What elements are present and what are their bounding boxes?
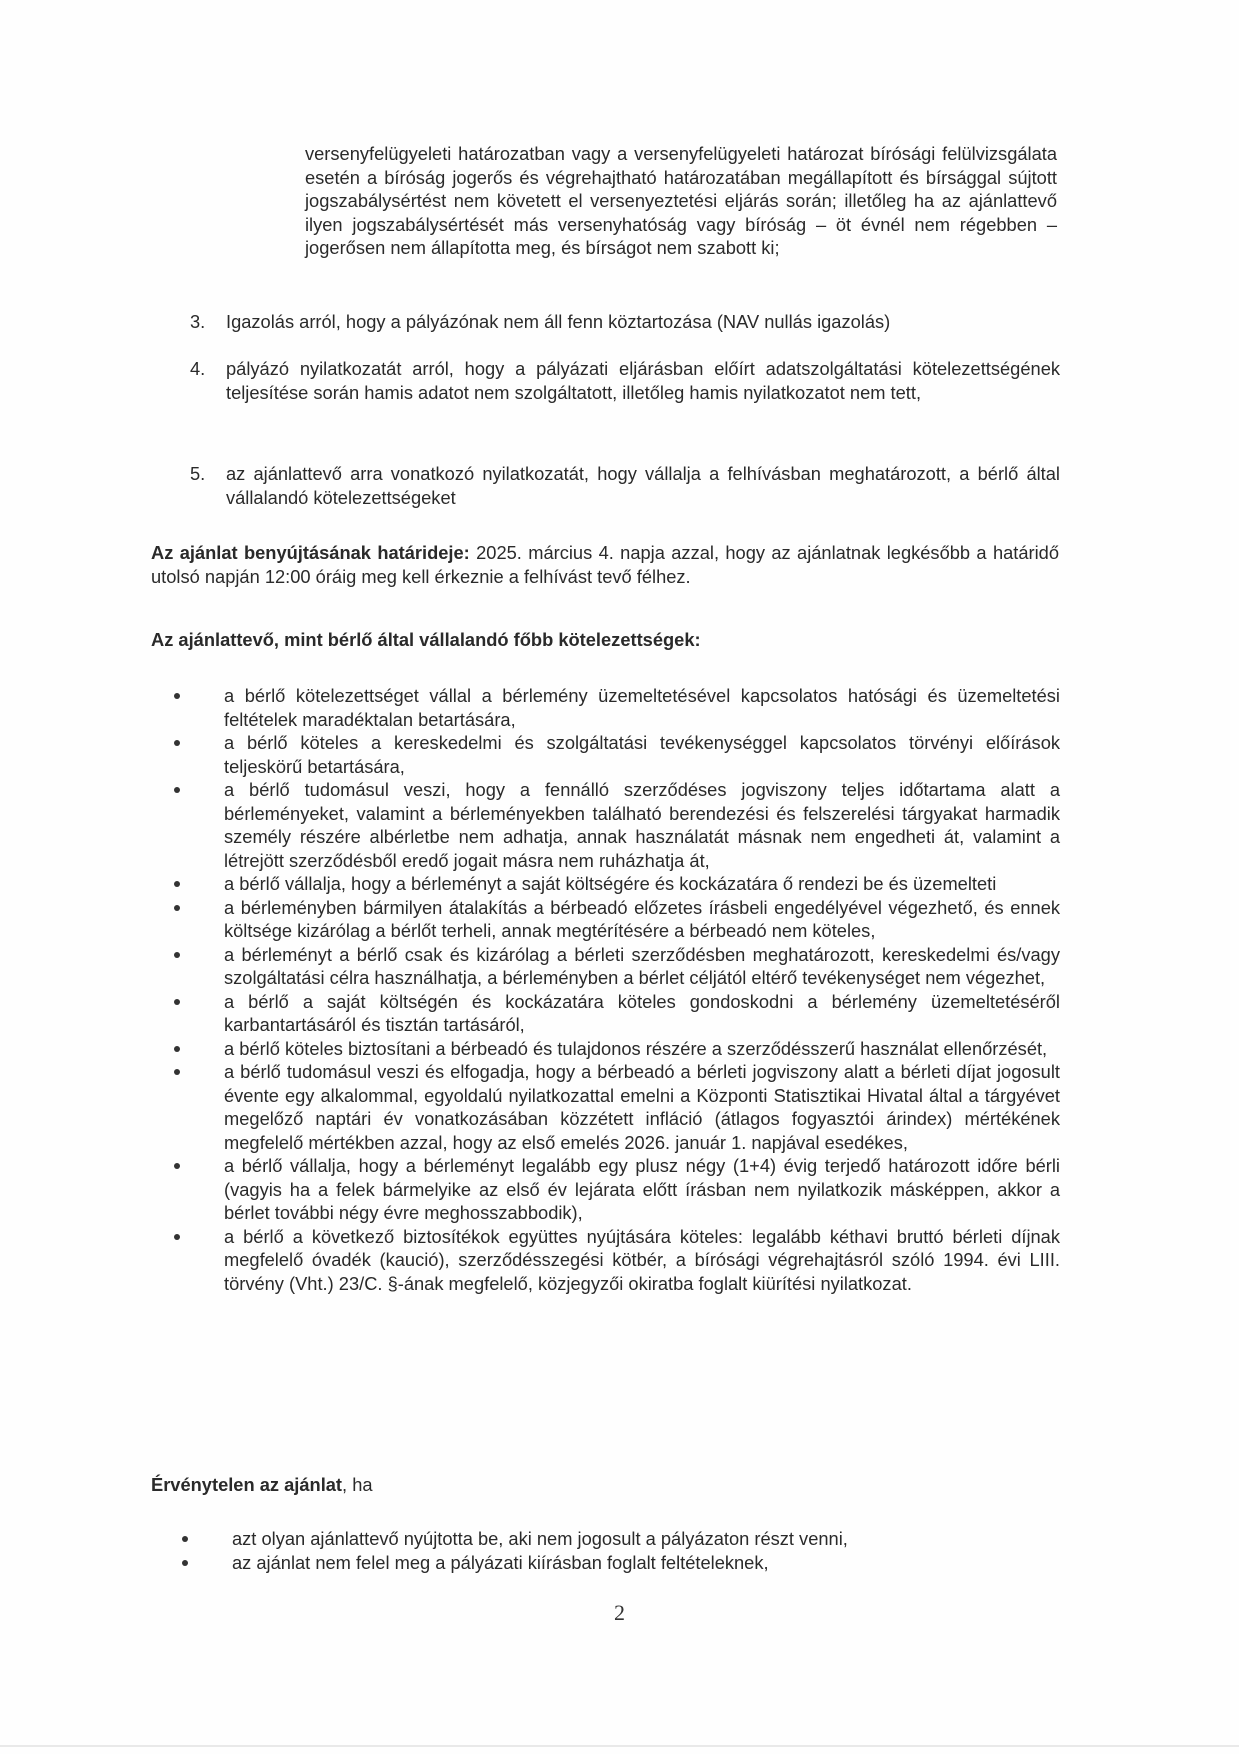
- numbered-item-4: [190, 357, 1060, 404]
- deadline-paragraph: [151, 541, 1059, 588]
- bullet-icon: [174, 740, 180, 746]
- invalid-heading: Érvénytelen az ajánlat, ha: [151, 1474, 373, 1495]
- list-item: a bérlő tudomásul veszi, hogy a fennálló szerződéses jogviszony teljes időtartama alatt a bérleményeket, valamint a bérleményekben található berendezési és felszerelési tárgyakat harmadik személy részére albérletbe nem adhatja, annak használatát másnak nem engedheti át, valamint a létrejött szerződésből eredő jogait másra nem ruházhatja át,: [172, 778, 1060, 872]
- bullet-icon: [174, 1069, 180, 1075]
- list-item: a bérlő tudomásul veszi és elfogadja, hogy a bérbeadó a bérleti jogviszony alatt a bérleti díjat jogosult évente egy alkalommal, egyoldalú nyilatkozattal emelni a Központi Statisztikai Hivatal által a tárgyévet megelőző naptári év vonatkozásában közzétett infláció (átlagos fogyasztói árindex) mértékének megfelelő mértékben azzal, hogy az első emelés 2026. január 1. napjával esedékes,: [172, 1060, 1060, 1154]
- bullet-icon: [174, 881, 180, 887]
- list-item: a bérlő vállalja, hogy a bérleményt a saját költségére és kockázatára ő rendezi be és üzemelteti: [172, 872, 1060, 896]
- list-item: a bérlő kötelezettséget vállal a bérlemény üzemeltetésével kapcsolatos hatósági és üzemeltetési feltételek maradéktalan betartására,: [172, 684, 1060, 731]
- item-text: az ajánlattevő arra vonatkozó nyilatkozatát, hogy vállalja a felhívásban meghatározott, a bérlő által vállalandó kötelezettségeket: [226, 463, 1060, 508]
- item-text: pályázó nyilatkozatát arról, hogy a pályázati eljárásban előírt adatszolgáltatási kötelezettségének teljesítése során hamis adatot nem szolgáltatott, illetőleg hamis nyilatkozatot nem tett,: [226, 358, 1060, 403]
- numbered-item-3: [190, 310, 1060, 334]
- bullet-icon: [174, 787, 180, 793]
- scan-edge-divider: [0, 1745, 1239, 1747]
- list-item: a bérlő köteles biztosítani a bérbeadó és tulajdonos részére a szerződésszerű használat ellenőrzését,: [172, 1037, 1060, 1061]
- deadline-label: Az ajánlat benyújtásának határideje:: [151, 542, 470, 563]
- list-item: a bérleményben bármilyen átalakítás a bérbeadó előzetes írásbeli engedélyével végezhető, és ennek költsége kizárólag a bérlőt terheli, annak megtérítésére a bérbeadó nem köteles,: [172, 896, 1060, 943]
- invalid-list: [180, 1527, 1068, 1574]
- continuation-paragraph: versenyfelügyeleti határozatban vagy a versenyfelügyeleti határozat bírósági felülvizsgálata esetén a bíróság jogerős és végrehajtható határozatában megállapított és bírsággal sújtott jogszabálysértést nem követett el versenyeztetési eljárás során; illetőleg ha az ajánlattevő ilyen jogszabálysértését más versenyhatóság vagy bíróság – öt évnél nem régebben – jogerősen nem állapította meg, és bírságot nem szabott ki;: [305, 143, 1057, 258]
- list-item: a bérlő a saját költségén és kockázatára köteles gondoskodni a bérlemény üzemeltetéséről karbantartásáról és tisztán tartásáról,: [172, 990, 1060, 1037]
- list-item: az ajánlat nem felel meg a pályázati kiírásban foglalt feltételeknek,: [180, 1551, 1068, 1575]
- list-item: a bérlő a következő biztosítékok együttes nyújtására köteles: legalább kéthavi bruttó bérleti díjnak megfelelő óvadék (kaució), szerződésszegési kötbér, a bírósági végrehajtásról szóló 1994. évi LIII. törvény (Vht.) 23/C. §-ának megfelelő, közjegyzői okiratba foglalt kiürítési nyilatkozat.: [172, 1225, 1060, 1296]
- list-item: a bérlő köteles a kereskedelmi és szolgáltatási tevékenységgel kapcsolatos törvényi előírások teljeskörű betartására,: [172, 731, 1060, 778]
- item-number: 5.: [190, 463, 206, 484]
- obligations-heading: Az ajánlattevő, mint bérlő által vállalandó főbb kötelezettségek:: [151, 629, 701, 650]
- numbered-item-5: [190, 462, 1060, 509]
- bullet-icon: [174, 999, 180, 1005]
- item-text: Igazolás arról, hogy a pályázónak nem áll fenn köztartozása (NAV nullás igazolás): [226, 311, 891, 332]
- bullet-icon: [174, 952, 180, 958]
- page-number: 2: [614, 1600, 625, 1625]
- bullet-icon: [182, 1560, 188, 1566]
- obligations-list: [172, 684, 1060, 1295]
- list-item: a bérlő vállalja, hogy a bérleményt legalább egy plusz négy (1+4) évig terjedő határozott időre bérli (vagyis ha a felek bármelyike az első év lejárata előtt írásban nem nyilatkozik másképpen, akkor a bérlet további négy évre meghosszabbodik),: [172, 1154, 1060, 1225]
- item-number: 4.: [190, 358, 206, 379]
- bullet-icon: [174, 905, 180, 911]
- bullet-icon: [174, 1234, 180, 1240]
- bullet-icon: [182, 1536, 188, 1542]
- deadline-text: 2025. március 4. napja azzal, hogy az ajánlatnak legkésőbb a határidő utolsó napján 12:00 óráig meg kell érkeznie a felhívást tevő félhez.: [151, 542, 1060, 587]
- list-item: azt olyan ajánlattevő nyújtotta be, aki nem jogosult a pályázaton részt venni,: [180, 1527, 1068, 1551]
- bullet-icon: [174, 1046, 180, 1052]
- item-number: 3.: [190, 311, 206, 332]
- list-item: a bérleményt a bérlő csak és kizárólag a bérleti szerződésben meghatározott, kereskedelmi és/vagy szolgáltatási célra használhatja, a bérleményben a bérlet céljától eltérő tevékenységet nem végezhet,: [172, 943, 1060, 990]
- bullet-icon: [174, 693, 180, 699]
- bullet-icon: [174, 1163, 180, 1169]
